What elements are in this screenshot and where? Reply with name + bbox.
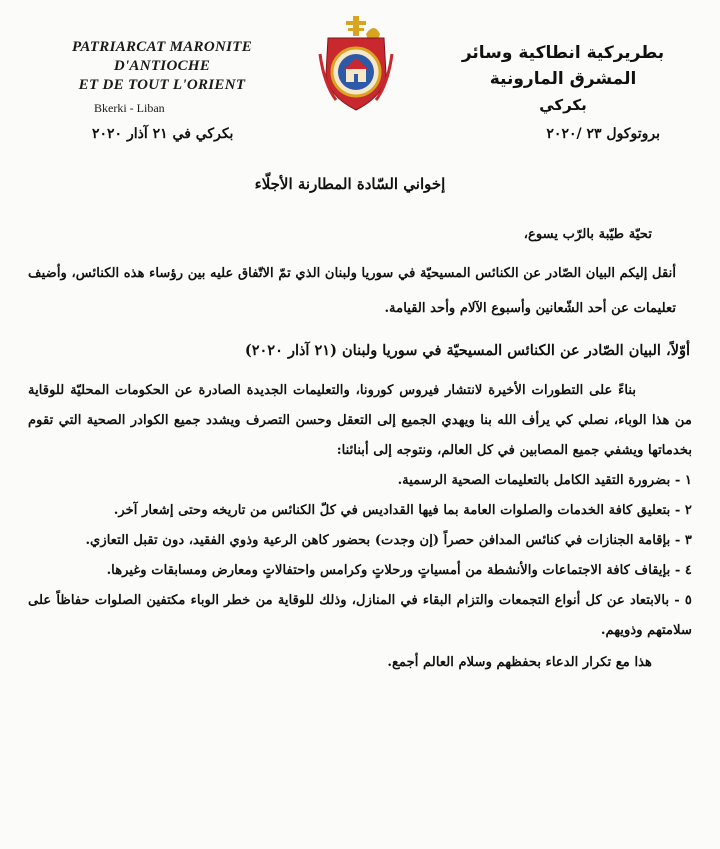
french-place: Bkerki - Liban — [94, 101, 165, 115]
intro-paragraph: أنقل إليكم البيان الصّادر عن الكنائس المسيحيّة في سوريا ولبنان الذي تمّ الاتّفاق عليه بين رؤساء هذه الكنائس، وأضيف تعليمات عن أحد الشّعانين وأسبوع الآلام وأحد القيامة. — [28, 266, 676, 316]
letter-body — [28, 175, 692, 678]
section-1-paragraph-rest: الحكومات المحليّة للوقاية من هذا الوباء، نصلي كي يرأف الله بنا ويهدي الجميع إلى التعقل وحسن التصرف ويشدد جميع الكوادر الصحية التي تقوم بخدماتها ويشفي جميع المصابين في كل العالم، ونتوجه إلى أبنائنا: — [28, 383, 692, 458]
list-item: ٢ - بتعليق كافة الخدمات والصلوات العامة بما فيها القداديس في كلّ الكنائس من تاريخه وحتى إشعار آخر. — [113, 503, 692, 518]
french-title-line2: ET DE TOUT L'ORIENT — [78, 77, 246, 93]
arabic-letterhead — [428, 40, 698, 116]
arabic-title: بطريركية انطاكية وسائر المشرق المارونية — [461, 43, 665, 89]
french-title-line1: PATRIARCAT MARONITE D'ANTIOCHE — [71, 39, 253, 74]
arabic-place: بكركي — [539, 96, 587, 114]
list-item: ٥ - بالابتعاد عن كل أنواع التجمعات والتزام البقاء في المنازل، وذلك للوقاية من خطر الوباء مكتفين الصلوات حفاظاً على سلامتهم وذويهم. — [28, 593, 692, 638]
greeting: تحيّة طيّبة بالرّب يسوع، — [523, 227, 652, 242]
addressee: إخواني السّادة المطارنة الأجلّاء — [254, 175, 446, 193]
letter-date: بكركي في ٢١ آذار ٢٠٢٠ — [92, 126, 234, 142]
list-item: ٤ - بإيقاف كافة الاجتماعات والأنشطة من أمسياتٍ ورحلاتٍ وكرامس واحتفالاتٍ ومعارض ومسابقات وغيرها. — [106, 563, 692, 578]
french-letterhead — [22, 38, 302, 116]
section-1-paragraph — [28, 376, 692, 466]
meta-row — [0, 126, 720, 150]
closing-line: هذا مع تكرار الدعاء بحفظهم وسلام العالم أجمع. — [387, 655, 652, 670]
section-1-title: أوّلاً، البيان الصّادر عن الكنائس المسيحيّة في سوريا ولبنان (٢١ آذار ٢٠٢٠) — [244, 342, 690, 359]
section-1-paragraph-first: بناءً على التطورات الأخيرة لانتشار فيروس كورونا، والتعليمات الجديدة الصادرة عن — [174, 383, 636, 398]
list-item: ٣ - بإقامة الجنازات في كنائس المدافن حصراً (إن وجدت) بحضور كاهن الرعية وذوي الفقيد، دون تقبل التعازي. — [85, 533, 692, 548]
protocol-number: بروتوكول ٢٣ /٢٠٢٠ — [546, 126, 660, 142]
list-item: ١ - بضرورة التقيد الكامل بالتعليمات الصحية الرسمية. — [397, 473, 692, 488]
patriarchal-seal-icon — [306, 14, 406, 114]
